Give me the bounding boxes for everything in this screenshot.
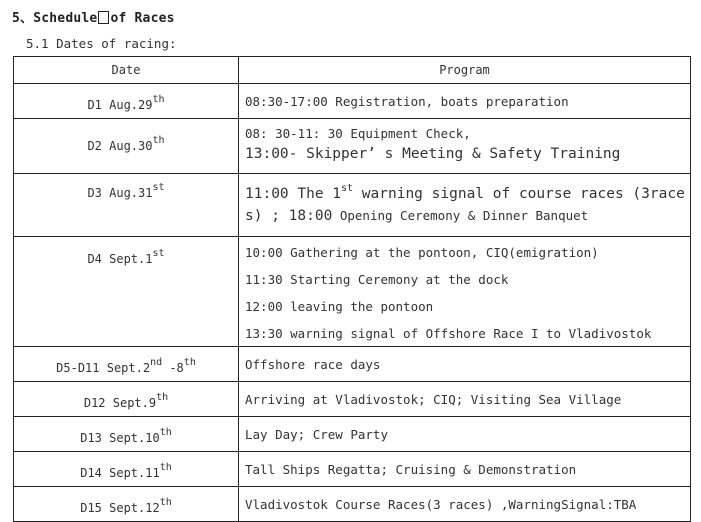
heading-rest: of Races: [110, 11, 175, 26]
date-cell: D14 Sept.11th: [14, 452, 239, 487]
table-row: [14, 119, 691, 174]
date-cell: D13 Sept.10th: [14, 417, 239, 452]
schedule-table: [13, 56, 691, 522]
heading-number: 5、Schedule: [12, 11, 98, 26]
section-heading: [12, 7, 175, 26]
table-header-row: [14, 57, 691, 84]
program-cell: 08: 30-11: 30 Equipment Check, 13:00- Skipper’ s Meeting & Safety Training: [239, 119, 691, 174]
subsection-heading: 5.1 Dates of racing:: [26, 36, 177, 51]
table-row: [14, 382, 691, 417]
table-row: [14, 174, 691, 237]
date-cell: D5-D11 Sept.2nd -8th: [14, 347, 239, 382]
program-cell: Tall Ships Regatta; Cruising & Demonstration: [239, 452, 691, 487]
table-row: [14, 417, 691, 452]
table-row: [14, 452, 691, 487]
table-row: [14, 237, 691, 347]
date-cell: D15 Sept.12th: [14, 487, 239, 522]
date-cell: D12 Sept.9th: [14, 382, 239, 417]
date-cell: D2 Aug.30th: [14, 119, 239, 174]
header-date: Date: [14, 57, 239, 84]
program-cell: 11:00 The 1st warning signal of course races (3race s) ; 18:00 Opening Ceremony & Dinner Banquet: [239, 174, 691, 237]
table-row: [14, 84, 691, 119]
program-cell: Vladivostok Course Races(3 races) ,WarningSignal:TBA: [239, 487, 691, 522]
program-cell: 10:00 Gathering at the pontoon, CIQ(emigration) 11:30 Starting Ceremony at the dock 12:00 leaving the pontoon 13:30 warning signal of Offshore Race I to Vladivostok: [239, 237, 691, 347]
date-cell: D4 Sept.1st: [14, 237, 239, 347]
table-row: [14, 347, 691, 382]
program-cell: Offshore race days: [239, 347, 691, 382]
missing-glyph-box: [98, 11, 109, 24]
date-cell: D1 Aug.29th: [14, 84, 239, 119]
date-cell: D3 Aug.31st: [14, 174, 239, 237]
table-row: [14, 487, 691, 522]
program-cell: 08:30-17:00 Registration, boats preparation: [239, 84, 691, 119]
program-cell: Arriving at Vladivostok; CIQ; Visiting Sea Village: [239, 382, 691, 417]
program-cell: Lay Day; Crew Party: [239, 417, 691, 452]
header-program: Program: [239, 57, 691, 84]
